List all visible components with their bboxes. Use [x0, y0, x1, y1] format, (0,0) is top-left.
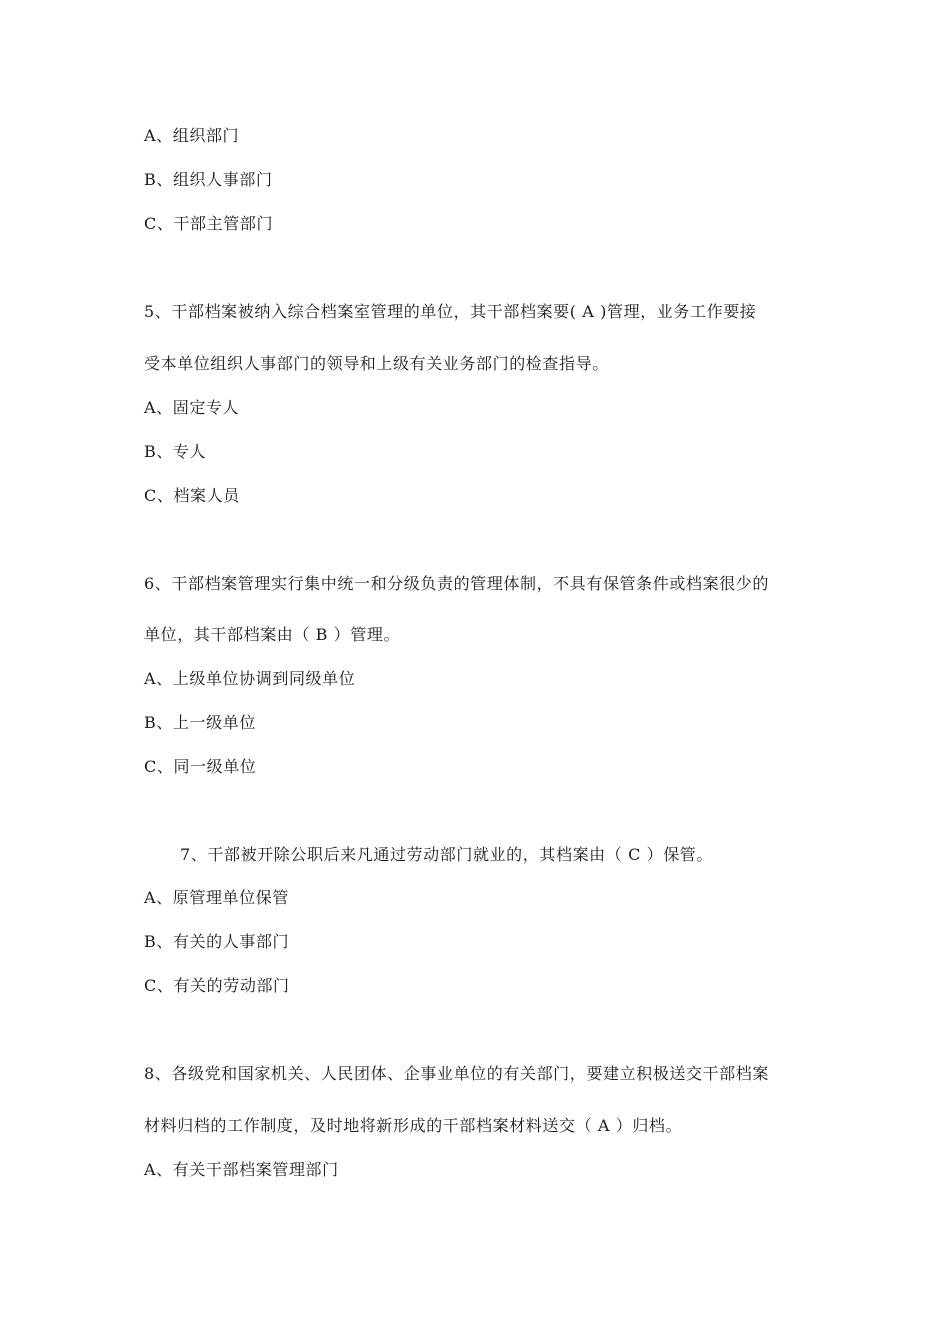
question-6-stem-line-2: 单位，其干部档案由（ B ）管理。: [144, 625, 401, 644]
question-7-option-b: B、有关的人事部门: [144, 932, 290, 951]
question-7-option-a: A、原管理单位保管: [144, 888, 289, 907]
question-7-option-c: C、有关的劳动部门: [144, 976, 290, 995]
question-6-option-b: B、上一级单位: [144, 713, 256, 732]
question-5-stem-line-1: 5、干部档案被纳入综合档案室管理的单位，其干部档案要( A )管理，业务工作要接: [144, 302, 757, 321]
question-8-option-a: A、有关干部档案管理部门: [144, 1160, 339, 1179]
question-5-option-b: B、专人: [144, 442, 207, 461]
question-5-option-a: A、固定专人: [144, 398, 240, 417]
question-5-option-c: C、档案人员: [144, 486, 240, 505]
question-8-stem-line-2: 材料归档的工作制度，及时地将新形成的干部档案材料送交（ A ）归档。: [144, 1116, 683, 1135]
question-8-stem-line-1: 8、各级党和国家机关、人民团体、企事业单位的有关部门，要建立积极送交干部档案: [144, 1064, 769, 1083]
option-b: B、组织人事部门: [144, 170, 273, 189]
question-6-stem-line-1: 6、干部档案管理实行集中统一和分级负责的管理体制，不具有保管条件或档案很少的: [144, 574, 769, 593]
question-5-stem-line-2: 受本单位组织人事部门的领导和上级有关业务部门的检查指导。: [144, 354, 609, 373]
question-7-stem-line-1: 7、干部被开除公职后来凡通过劳动部门就业的，其档案由（ C ）保管。: [180, 845, 713, 864]
question-6-option-a: A、上级单位协调到同级单位: [144, 669, 356, 688]
option-c: C、干部主管部门: [144, 214, 274, 233]
option-a: A、组织部门: [144, 126, 240, 145]
question-6-option-c: C、同一级单位: [144, 757, 257, 776]
